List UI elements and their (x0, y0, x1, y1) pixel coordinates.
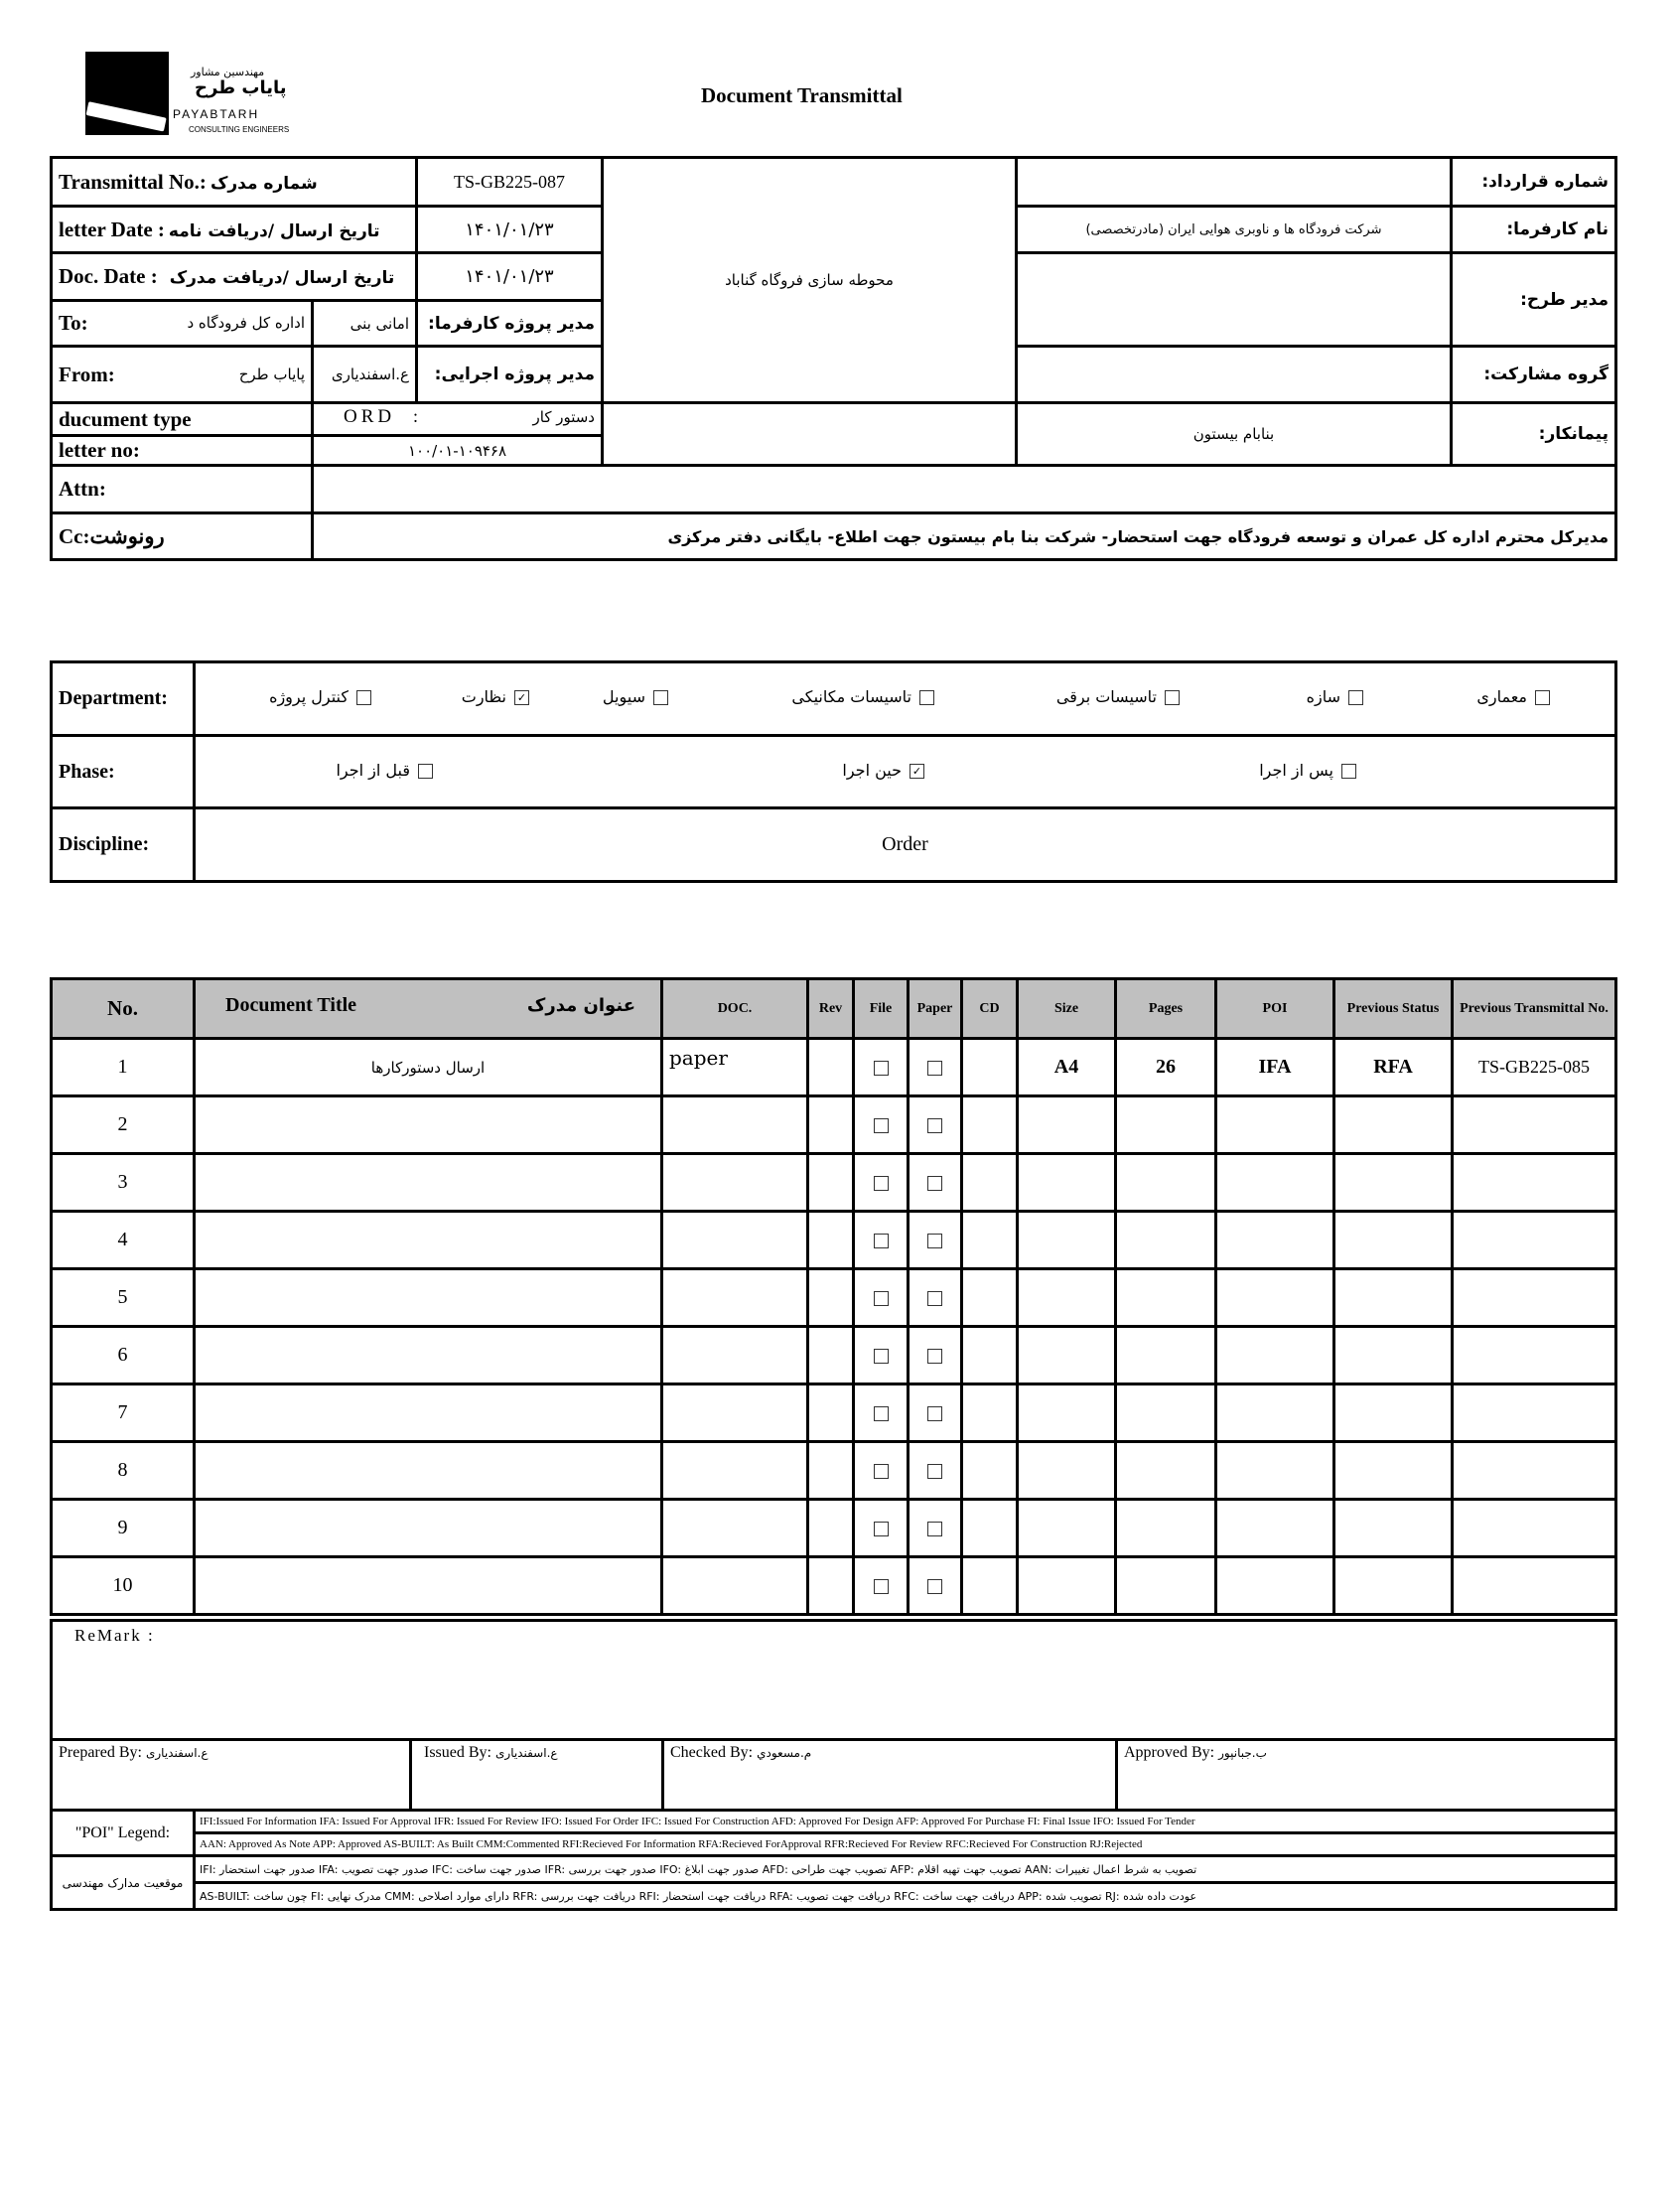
cell-paper[interactable] (909, 1154, 962, 1212)
logo-fa-name: پایاب طرح (195, 77, 287, 98)
cell-prev-status (1334, 1154, 1453, 1212)
remark-cell (52, 1621, 1616, 1740)
cell-pages (1116, 1154, 1216, 1212)
cell-pages: 26 (1116, 1039, 1216, 1096)
employer-pm-label: مدیر پروژه کارفرما: (417, 301, 603, 347)
cell-prev-transmittal (1453, 1212, 1616, 1269)
cell-cd (962, 1327, 1018, 1384)
cell-file[interactable] (854, 1384, 909, 1442)
cell-cd (962, 1096, 1018, 1154)
cell-poi (1216, 1500, 1334, 1557)
to-cell: To: اداره کل فرودگاه د (52, 301, 313, 347)
checkbox-icon[interactable] (927, 1291, 942, 1306)
checkbox-icon[interactable] (927, 1234, 942, 1248)
logo-stroke-icon (86, 101, 167, 131)
page-title: Document Transmittal (701, 83, 903, 107)
checkbox-icon[interactable] (874, 1061, 889, 1076)
poi-legend-line-2: AAN: Approved As Note APP: Approved AS-BUILT: As Built CMM:Commented RFI:Recieved For Information RFA:Recieved ForApproval RFR:Recieved For Review RFC:Recieved For Construction RJ:Rejected (195, 1833, 1616, 1856)
cell-paper[interactable] (909, 1039, 962, 1096)
cell-poi (1216, 1327, 1334, 1384)
from-value: پایاب طرح (238, 365, 305, 383)
cell-rev (808, 1039, 854, 1096)
cell-poi (1216, 1557, 1334, 1615)
cell-pages (1116, 1442, 1216, 1500)
cell-poi (1216, 1154, 1334, 1212)
cell-no: 3 (52, 1154, 195, 1212)
department-options (195, 662, 1616, 736)
cell-no: 9 (52, 1500, 195, 1557)
cell-rev (808, 1442, 854, 1500)
cell-pages (1116, 1269, 1216, 1327)
phase-option-after[interactable]: پس از اجرا (1259, 761, 1356, 780)
cell-size (1018, 1500, 1116, 1557)
checkbox-icon[interactable] (1535, 690, 1550, 705)
checked-checkbox-icon[interactable]: ✓ (910, 764, 924, 779)
cell-file[interactable] (854, 1096, 909, 1154)
company-logo (85, 52, 169, 135)
cell-paper[interactable] (909, 1557, 962, 1615)
cell-file[interactable] (854, 1442, 909, 1500)
cell-rev (808, 1269, 854, 1327)
cell-cd (962, 1269, 1018, 1327)
attn-label: Attn: (52, 466, 313, 513)
cell-size (1018, 1442, 1116, 1500)
checkbox-icon[interactable] (874, 1406, 889, 1421)
cell-size (1018, 1327, 1116, 1384)
logo-fa-subtitle: مهندسین مشاور (191, 66, 265, 78)
cc-value: مدیرکل محترم اداره کل عمران و توسعه فرودگاه جهت استحضار- شرکت بنا بام بیستون جهت اطلاع- بایگانی دفتر مرکزی (313, 513, 1616, 560)
partnership-label: گروه مشارکت: (1452, 347, 1616, 403)
fa-legend-label: موقعیت مدارک مهندسی (52, 1856, 195, 1910)
col-header-no: No. (52, 979, 195, 1039)
remark-label: ReMark : (74, 1626, 155, 1645)
col-header-title: Document Title عنوان مدرک (195, 979, 662, 1039)
cell-title (195, 1096, 662, 1154)
department-option-project-control[interactable]: کنترل پروژه (269, 687, 371, 706)
letter-no-label: letter no: (52, 436, 313, 466)
cell-paper[interactable] (909, 1442, 962, 1500)
cell-pages (1116, 1096, 1216, 1154)
poi-legend-line-1: IFI:Issued For Information IFA: Issued For Approval IFR: Issued For Review IFO: Issued For Order IFC: Issued For Construction AFD: Approved For Design AFP: Approved For Purchase FI: Final Issue IFO: Issued For Tender (195, 1811, 1616, 1833)
department-option-civil[interactable]: سیویل (603, 687, 668, 706)
table-row (52, 1442, 1616, 1500)
col-header-doc: DOC. (662, 979, 808, 1039)
cell-prev-status: RFA (1334, 1039, 1453, 1096)
cell-rev (808, 1096, 854, 1154)
col-header-size: Size (1018, 979, 1116, 1039)
col-header-poi: POI (1216, 979, 1334, 1039)
project-manager-label: مدیر طرح: (1452, 253, 1616, 347)
logo-en-subtitle: CONSULTING ENGINEERS (189, 125, 290, 134)
table-row (52, 1212, 1616, 1269)
cell-paper[interactable] (909, 1096, 962, 1154)
checkbox-icon[interactable] (919, 690, 934, 705)
checked-checkbox-icon[interactable]: ✓ (514, 690, 529, 705)
cell-pages (1116, 1500, 1216, 1557)
cell-prev-transmittal (1453, 1384, 1616, 1442)
department-option-electrical[interactable]: تاسیسات برقی (1056, 687, 1180, 706)
department-option-mechanical[interactable]: تاسیسات مکانیکی (791, 687, 934, 706)
cell-prev-transmittal (1453, 1269, 1616, 1327)
checkbox-icon[interactable] (874, 1176, 889, 1191)
cell-paper[interactable] (909, 1212, 962, 1269)
cell-doc (662, 1269, 808, 1327)
cell-doc (662, 1327, 808, 1384)
cell-size (1018, 1154, 1116, 1212)
cell-paper[interactable] (909, 1384, 962, 1442)
poi-legend-label: "POI" Legend: (52, 1811, 195, 1856)
prepared-by-cell: Prepared By: ع.اسفندیاری (52, 1740, 411, 1811)
cell-title: ارسال دستورکارها (195, 1039, 662, 1096)
cell-title (195, 1442, 662, 1500)
department-label: Department: (52, 662, 195, 736)
cell-rev (808, 1557, 854, 1615)
cell-doc (662, 1384, 808, 1442)
cell-rev (808, 1154, 854, 1212)
documents-table (50, 977, 1617, 1616)
letter-no-value: ۱۰۰/۰۱-۱۰۹۴۶۸ (313, 436, 603, 466)
executive-pm-label: مدیر پروژه اجرایی: (417, 347, 603, 403)
cell-file[interactable] (854, 1212, 909, 1269)
cell-prev-transmittal: TS-GB225-085 (1453, 1039, 1616, 1096)
cell-rev (808, 1500, 854, 1557)
cell-no: 10 (52, 1557, 195, 1615)
cell-no: 1 (52, 1039, 195, 1096)
letter-date-value: ۱۴۰۱/۰۱/۲۳ (417, 207, 603, 253)
cell-prev-transmittal (1453, 1500, 1616, 1557)
cell-poi (1216, 1096, 1334, 1154)
col-header-cd: CD (962, 979, 1018, 1039)
checkbox-icon[interactable] (1165, 690, 1180, 705)
project-manager-value (1017, 253, 1452, 347)
cell-cd (962, 1442, 1018, 1500)
checkbox-icon[interactable] (653, 690, 668, 705)
checkbox-icon[interactable] (927, 1464, 942, 1479)
cell-title (195, 1327, 662, 1384)
employer-pm-value: امانی بنی (313, 301, 417, 347)
cell-no: 7 (52, 1384, 195, 1442)
cell-title (195, 1212, 662, 1269)
cell-title (195, 1154, 662, 1212)
table-row (52, 1557, 1616, 1615)
table-row (52, 1096, 1616, 1154)
phase-label: Phase: (52, 736, 195, 808)
cell-poi (1216, 1442, 1334, 1500)
cell-paper[interactable] (909, 1500, 962, 1557)
department-option-supervision[interactable]: ✓نظارت (462, 687, 529, 706)
cell-size (1018, 1096, 1116, 1154)
department-option-structure[interactable]: سازه (1307, 687, 1363, 706)
logo-en-name: PAYABTARH (173, 107, 260, 121)
cell-file[interactable] (854, 1557, 909, 1615)
cell-prev-status (1334, 1557, 1453, 1615)
cell-pages (1116, 1212, 1216, 1269)
col-header-paper: Paper (909, 979, 962, 1039)
attn-value (313, 466, 1616, 513)
cell-no: 8 (52, 1442, 195, 1500)
approved-by-cell: Approved By: ب.جبانپور (1117, 1740, 1616, 1811)
cell-prev-transmittal (1453, 1442, 1616, 1500)
contract-no-label: شماره قرارداد: (1452, 158, 1616, 207)
checkbox-icon[interactable] (874, 1464, 889, 1479)
cell-poi (1216, 1269, 1334, 1327)
cell-pages (1116, 1384, 1216, 1442)
contract-no-value (1017, 158, 1452, 207)
cell-size (1018, 1269, 1116, 1327)
info-table (50, 156, 1617, 561)
cell-prev-transmittal (1453, 1096, 1616, 1154)
phase-option-before[interactable]: قبل از اجرا (336, 761, 433, 780)
col-header-pages: Pages (1116, 979, 1216, 1039)
checkbox-icon[interactable] (356, 690, 371, 705)
doc-date-label: Doc. Date : تاریخ ارسال /دریافت مدرک (52, 253, 417, 301)
cell-cd (962, 1384, 1018, 1442)
letter-date-label: letter Date : تاریخ ارسال /دریافت نامه (52, 207, 417, 253)
transmittal-no-label: Transmittal No.: شماره مدرک (52, 158, 417, 207)
cell-title (195, 1500, 662, 1557)
checked-by-cell: Checked By: م.مسعودي (663, 1740, 1117, 1811)
fa-legend-line-2: AS-BUILT: چون ساخت FI: مدرک نهایی CMM: دارای موارد اصلاحی RFR: دریافت جهت بررسی RFI: دریافت جهت استحضار RFA: دریافت جهت تصویب RFC: دریافت جهت ساخت APP: تصویب شده RJ: عودت داده شده (195, 1883, 1616, 1910)
cell-no: 5 (52, 1269, 195, 1327)
cell-file[interactable] (854, 1154, 909, 1212)
checkbox-icon[interactable] (927, 1349, 942, 1364)
checkbox-icon[interactable] (418, 764, 433, 779)
cell-cd (962, 1557, 1018, 1615)
cell-pages (1116, 1327, 1216, 1384)
cell-doc (662, 1096, 808, 1154)
doc-date-value: ۱۴۰۱/۰۱/۲۳ (417, 253, 603, 301)
to-value: اداره کل فرودگاه د (187, 314, 305, 332)
col-header-rev: Rev (808, 979, 854, 1039)
contractor-label: پیمانکار: (1452, 403, 1616, 466)
cell-prev-transmittal (1453, 1327, 1616, 1384)
checkbox-icon[interactable] (874, 1349, 889, 1364)
cell-cd (962, 1154, 1018, 1212)
cell-prev-status (1334, 1442, 1453, 1500)
cell-rev (808, 1327, 854, 1384)
discipline-value: Order (195, 808, 1616, 882)
cell-paper[interactable] (909, 1269, 962, 1327)
cell-prev-status (1334, 1327, 1453, 1384)
cell-prev-status (1334, 1269, 1453, 1327)
checkbox-icon[interactable] (874, 1579, 889, 1594)
checkbox-icon[interactable] (927, 1579, 942, 1594)
cell-rev (808, 1212, 854, 1269)
cell-title (195, 1384, 662, 1442)
checkbox-icon[interactable] (874, 1234, 889, 1248)
cell-rev (808, 1384, 854, 1442)
cell-doc (662, 1500, 808, 1557)
checkbox-icon[interactable] (927, 1406, 942, 1421)
document-type-value: ORD : دستور کار (313, 403, 603, 436)
cell-file[interactable] (854, 1327, 909, 1384)
cell-file[interactable] (854, 1039, 909, 1096)
executive-pm-value: ع.اسفندیاری (313, 347, 417, 403)
cell-title (195, 1557, 662, 1615)
cell-size: A4 (1018, 1039, 1116, 1096)
cell-doc (662, 1557, 808, 1615)
checkbox-icon[interactable] (874, 1522, 889, 1536)
cell-size (1018, 1384, 1116, 1442)
cell-cd (962, 1212, 1018, 1269)
cell-size (1018, 1557, 1116, 1615)
checkbox-icon[interactable] (927, 1061, 942, 1076)
checkbox-icon[interactable] (927, 1522, 942, 1536)
cell-cd (962, 1039, 1018, 1096)
department-option-architecture[interactable]: معماری (1476, 687, 1550, 706)
phase-options (195, 736, 1616, 808)
col-header-prev-status: Previous Status (1334, 979, 1453, 1039)
document-type-label: ducument type (52, 403, 313, 436)
table-row (52, 1039, 1616, 1096)
cell-pages (1116, 1557, 1216, 1615)
checkbox-icon[interactable] (1348, 690, 1363, 705)
checkbox-icon[interactable] (1341, 764, 1356, 779)
checkbox-icon[interactable] (874, 1118, 889, 1133)
discipline-label: Discipline: (52, 808, 195, 882)
table-row (52, 1384, 1616, 1442)
cell-no: 2 (52, 1096, 195, 1154)
classification-table (50, 660, 1617, 883)
table-row (52, 1269, 1616, 1327)
cell-file[interactable] (854, 1269, 909, 1327)
cell-paper[interactable] (909, 1327, 962, 1384)
cell-doc (662, 1442, 808, 1500)
cell-prev-status (1334, 1212, 1453, 1269)
footer-table (50, 1619, 1617, 1911)
project-name: محوطه سازی فروگاه گناباد (603, 158, 1017, 403)
cell-file[interactable] (854, 1500, 909, 1557)
checkbox-icon[interactable] (874, 1291, 889, 1306)
cc-label: Cc:رونوشت (52, 513, 313, 560)
contractor-value: بنابام بیستون (1017, 403, 1452, 466)
cell-prev-status (1334, 1500, 1453, 1557)
cell-size (1018, 1212, 1116, 1269)
cell-no: 4 (52, 1212, 195, 1269)
table-row (52, 1500, 1616, 1557)
from-cell: From: پایاب طرح (52, 347, 313, 403)
cell-poi (1216, 1212, 1334, 1269)
checkbox-icon[interactable] (927, 1176, 942, 1191)
fa-legend-line-1: IFI: صدور جهت استحضار IFA: صدور جهت تصویب IFC: صدور جهت ساخت IFR: صدور جهت بررسی IFO: صدور جهت ابلاغ AFD: تصویب جهت طراحی AFP: تصویب جهت تهیه اقلام AAN: تصویب به شرط اعمال تغییرات (195, 1856, 1616, 1883)
cell-prev-transmittal (1453, 1154, 1616, 1212)
cell-prev-status (1334, 1384, 1453, 1442)
employer-value: شرکت فرودگاه ها و ناوبری هوایی ایران (مادرتخصصی) (1017, 207, 1452, 253)
cell-no: 6 (52, 1327, 195, 1384)
col-header-file: File (854, 979, 909, 1039)
cell-title (195, 1269, 662, 1327)
cell-poi: IFA (1216, 1039, 1334, 1096)
cell-cd (962, 1500, 1018, 1557)
cell-prev-status (1334, 1096, 1453, 1154)
cell-doc (662, 1212, 808, 1269)
cell-poi (1216, 1384, 1334, 1442)
transmittal-no-value: TS-GB225-087 (417, 158, 603, 207)
cell-prev-transmittal (1453, 1557, 1616, 1615)
checkbox-icon[interactable] (927, 1118, 942, 1133)
project-name-lower (603, 403, 1017, 466)
phase-option-during[interactable]: ✓حین اجرا (842, 761, 924, 780)
table-row (52, 1327, 1616, 1384)
partnership-value (1017, 347, 1452, 403)
issued-by-cell: Issued By: ع.اسفندیاری (411, 1740, 663, 1811)
employer-label: نام کارفرما: (1452, 207, 1616, 253)
cell-doc: paper (662, 1039, 808, 1096)
table-row (52, 1154, 1616, 1212)
cell-doc (662, 1154, 808, 1212)
col-header-prev-transmittal: Previous Transmittal No. (1453, 979, 1616, 1039)
